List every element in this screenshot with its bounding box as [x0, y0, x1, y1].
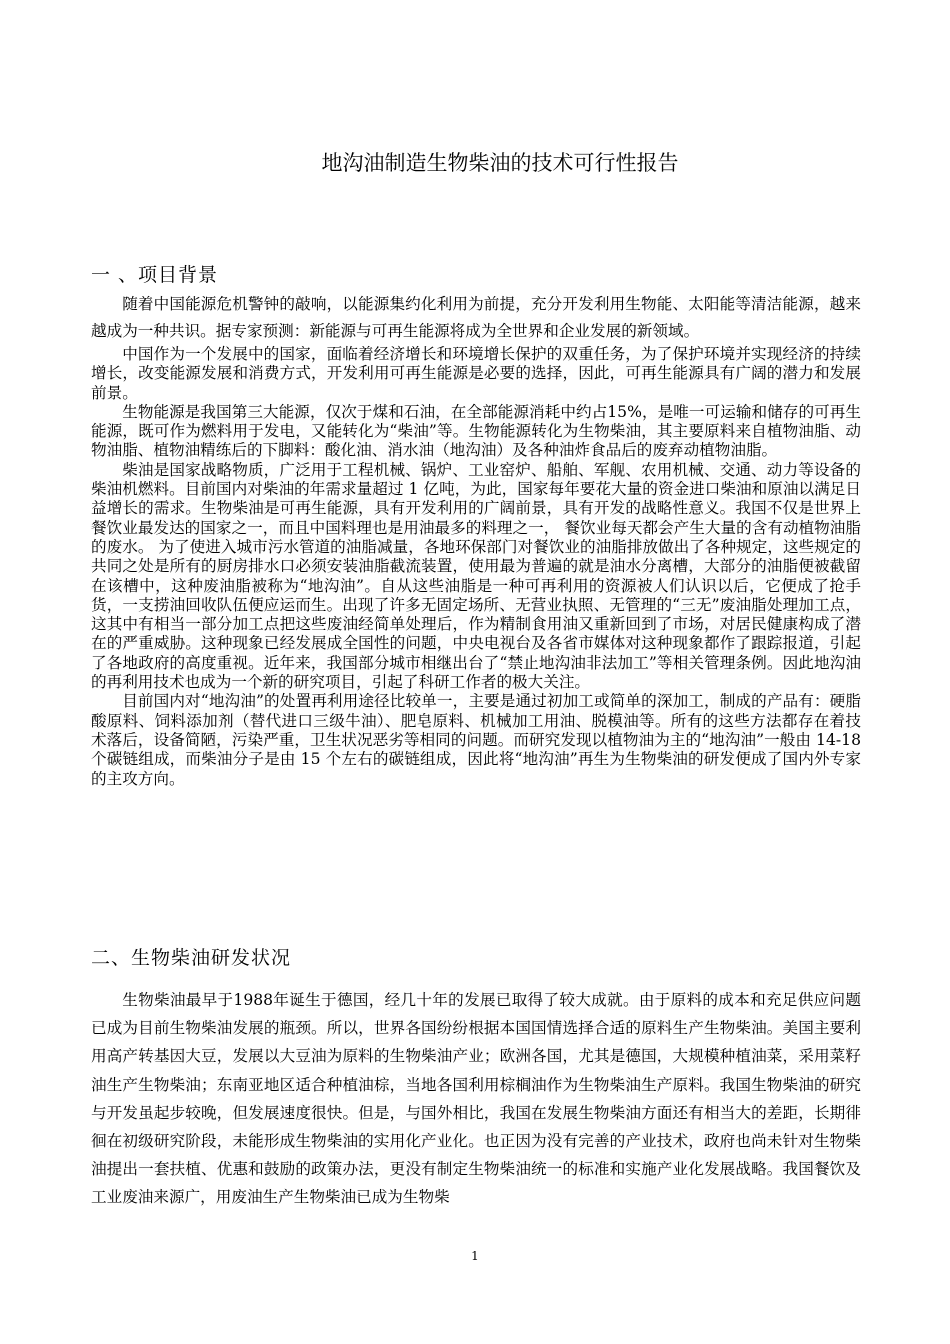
section-heading-research-status: 二、生物柴油研发状况 — [91, 947, 292, 969]
paragraph: 生物柴油最早于1988年诞生于德国，经几十年的发展已取得了较大成就。由于原料的成本和充足供应问题已成为目前生物柴油发展的瓶颈。所以，世界各国纷纷根据本国国情选择合适的原料生产生物柴油。美国主要利用高产转基因大豆，发展以大豆油为原料的生物柴油产业；欧洲各国，尤其是德国，大规模种植油菜，采用菜籽油生产生物柴油；东南亚地区适合种植油棕，当地各国利用棕榈油作为生物柴油生产原料。我国生物柴油的研究与开发虽起步较晚，但发展速度很快。但是，与国外相比，我国在发展生物柴油方面还有相当大的差距，长期徘徊在初级研究阶段，未能形成生物柴油的实用化产业化。也正因为没有完善的产业技术，政府也尚未针对生物柴油提出一套扶植、优惠和鼓励的政策办法，更没有制定生物柴油统一的标准和实施产业化发展战略。我国餐饮及工业废油来源广，用废油生产生物柴油已成为生物柴 — [91, 991, 861, 1207]
paragraph: 中国作为一个发展中的国家，面临着经济增长和环境增长保护的双重任务，为了保护环境并实现经济的持续增长，改变能源发展和消费方式，开发利用可再生能源是必要的选择，因此，可再生能源具有广阔的潜力和发展前景。 — [91, 345, 861, 402]
paragraph: 柴油是国家战略物质，广泛用于工程机械、锅炉、工业窑炉、船舶、军舰、农用机械、交通、动力等设备的柴油机燃料。目前国内对柴油的年需求量超过 1 亿吨，为此，国家每年要花大量的资金进口柴油和原油以满足日益增长的需求。生物柴油是可再生能源，具有开发利用的广阔前景，具有开发的战略性意义。我国不仅是世界上餐饮业最发达的国家之一，而且中国料理也是用油最多的料理之一， 餐饮业每天都会产生大量的含有动植物油脂的废水。 为了使进入城市污水管道的油脂减量，各地环保部门对餐饮业的油脂排放做出了各种规定，这些规定的共同之处是所有的厨房排水口必须安装油脂截流装置，使用最为普遍的就是油水分离槽，大部分的油脂便被截留在该槽中，这种废油脂被称为“地沟油”。自从这些油脂是一种可再利用的资源被人们认识以后，它便成了抢手货，一支捞油回收队伍便应运而生。出现了许多无固定场所、无营业执照、无管理的“三无”废油脂处理加工点，这其中有相当一部分加工点把这些废油经简单处理后，作为精制食用油又重新回到了市场，对居民健康构成了潜在的严重威胁。这种现象已经发展成全国性的问题，中央电视台及各省市媒体对这种现象都作了跟踪报道，引起了各地政府的高度重视。近年来，我国部分城市相继出台了“禁止地沟油非法加工”等相关管理条例。因此地沟油的再利用技术也成为一个新的研究项目，引起了科研工作者的极大关注。 — [91, 460, 861, 692]
page-number: 1 — [471, 1249, 479, 1263]
section-heading-background: 一 、项目背景 — [91, 264, 219, 286]
paragraph: 目前国内对“地沟油”的处置再利用途径比较单一，主要是通过初加工或简单的深加工，制成的产品有：硬脂酸原料、饲料添加剂（替代进口三级牛油）、肥皂原料、机械加工用油、脱模油等。所有的这些方法都存在着技术落后，设备简陋，污染严重，卫生状况恶劣等相同的问题。而研究发现以植物油为主的“地沟油”一般由 14-18 个碳链组成，而柴油分子是由 15 个左右的碳链组成，因此将“地沟油”再生为生物柴油的研发便成了国内外专家的主攻方向。 — [91, 692, 861, 788]
paragraph: 随着中国能源危机警钟的敲响，以能源集约化利用为前提，充分开发利用生物能、太阳能等清洁能源，越来越成为一种共识。据专家预测：新能源与可再生能源将成为全世界和企业发展的新领域。 — [91, 295, 861, 340]
document-title: 地沟油制造生物柴油的技术可行性报告 — [321, 151, 679, 175]
paragraph: 生物能源是我国第三大能源，仅次于煤和石油，在全部能源消耗中约占15%，是唯一可运输和储存的可再生能源，既可作为燃料用于发电，又能转化为“柴油”等。生物能源转化为生物柴油，其主要原料来自植物油脂、动物油脂、植物油精练后的下脚料：酸化油、消水油（地沟油）及各种油炸食品后的废弃动植物油脂。 — [91, 402, 861, 460]
section-body-research-status — [91, 986, 861, 1212]
section-body-background — [91, 291, 861, 789]
